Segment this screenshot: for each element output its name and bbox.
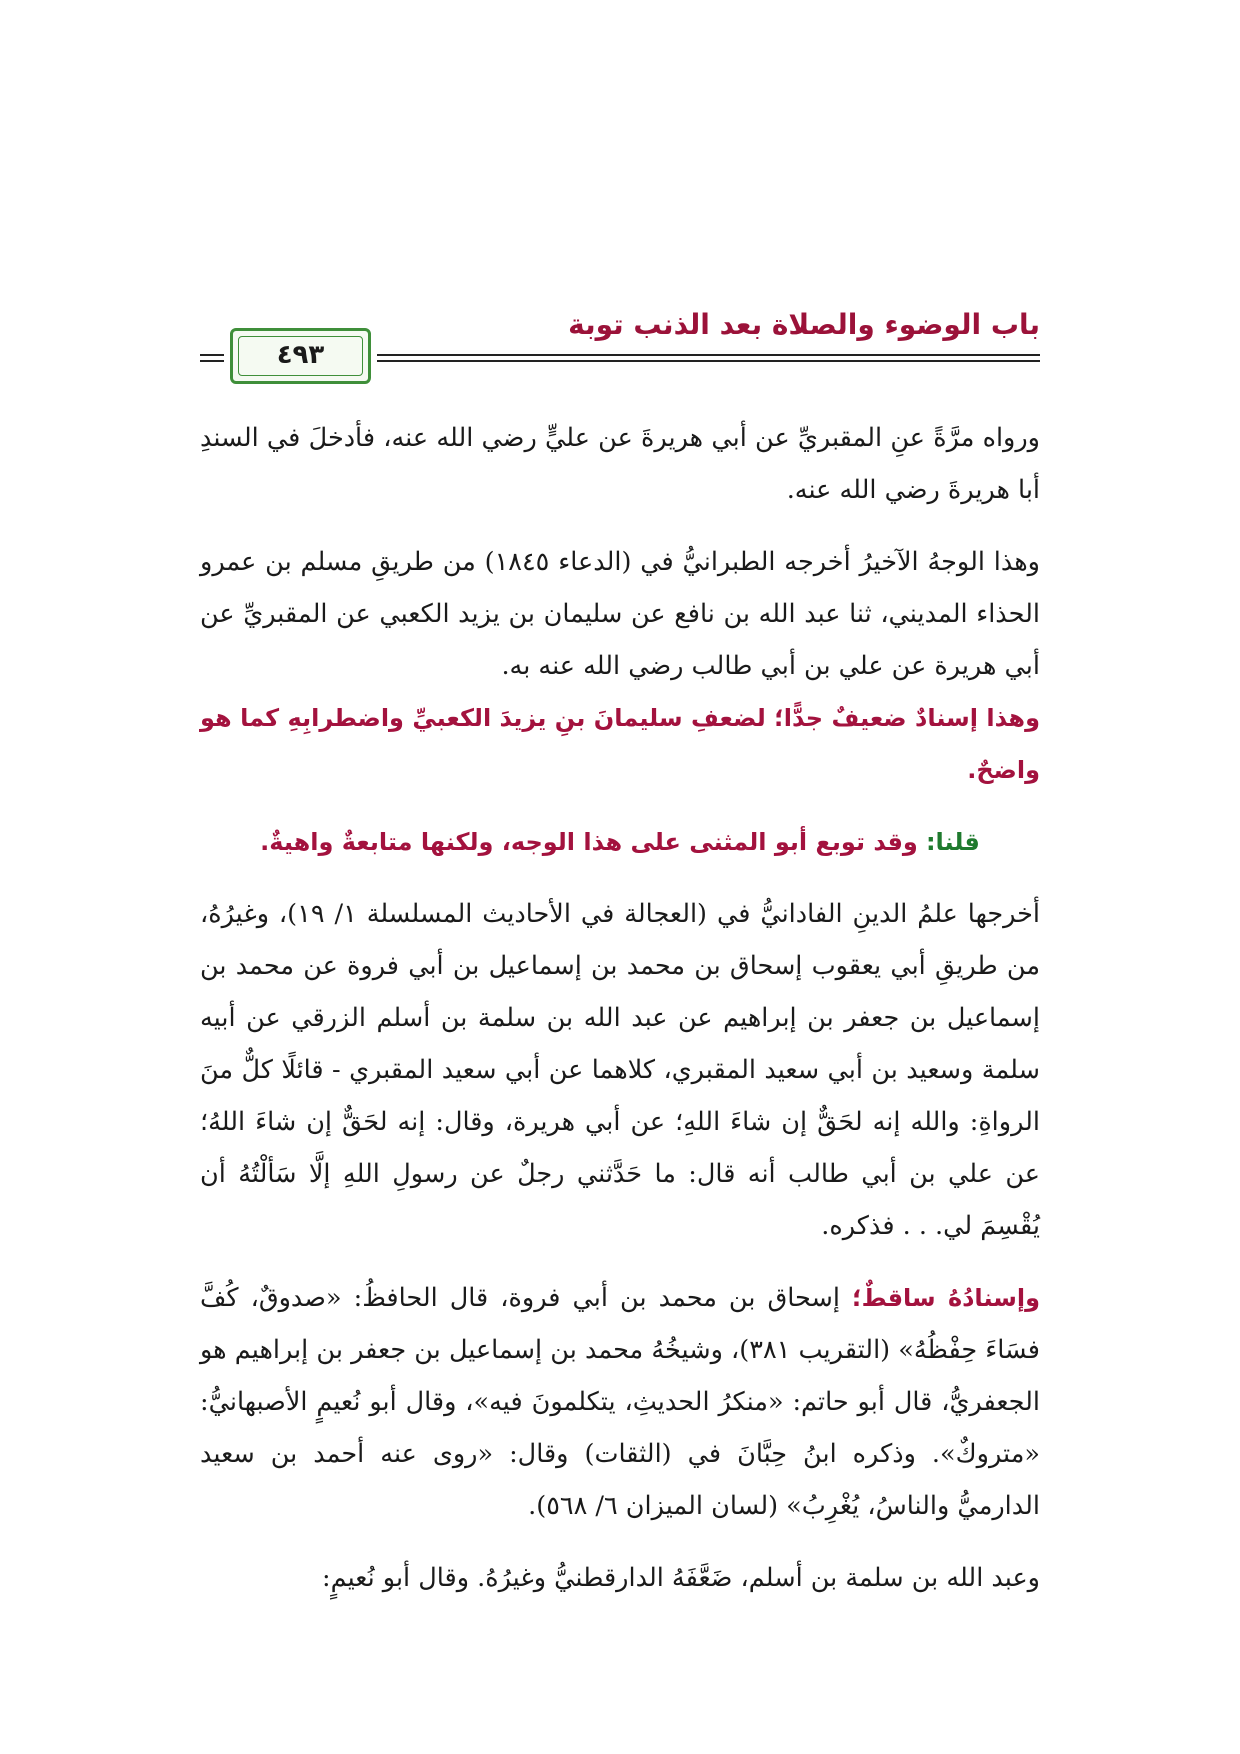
chapter-title: باب الوضوء والصلاة بعد الذنب توبة <box>568 308 1040 341</box>
paragraph: وعبد الله بن سلمة بن أسلم، ضَعَّفَهُ الدارقطنيُّ وغيرُهُ. وقال أبو نُعيمٍ: <box>322 1563 1040 1593</box>
paragraph: وهذا الوجهُ الآخيرُ أخرجه الطبرانيُّ في (الدعاء ١٨٤٥) من طريقِ مسلم بن عمرو الحذاء المديني، ثنا عبد الله بن نافع عن سليمان بن يزيد الكعبي عن المقبريِّ عن أبي هريرة عن علي بن أبي طالب رضي الله عنه به. <box>200 547 1040 681</box>
header-rule <box>377 354 1040 356</box>
verdict-paragraph: وهذا إسنادٌ ضعيفٌ جدًّا؛ لضعفِ سليمانَ بنِ يزيدَ الكعبيِّ واضطرابِهِ كما هو واضحٌ. <box>200 704 1040 784</box>
paragraph-text: إسحاق بن محمد بن أبي فروة، قال الحافظُ: «صدوقٌ، كُفَّ فسَاءَ حِفْظُهُ» (التقريب ٣٨١)، وشيخُهُ محمد بن إسماعيل بن جعفر بن إبراهيم هو الجعفريُّ، قال أبو حاتم: «منكرُ الحديثِ، يتكلمونَ فيه»، وقال أبو نُعيمٍ الأصبهانيُّ: «متروكٌ». وذكره ابنُ حِبَّانَ في (الثقات) وقال: «روى عنه أحمد بن سعيد الدارميُّ والناسُ، يُغْرِبُ» (لسان الميزان ٦/ ٥٦٨). <box>200 1283 1040 1521</box>
note-text: وقد توبع أبو المثنى على هذا الوجه، ولكنها متابعةٌ واهيةٌ. <box>260 828 918 856</box>
paragraph: أخرجها علمُ الدينِ الفادانيُّ في (العجالة في الأحاديث المسلسلة ١/ ١٩)، وغيرُهُ، من طريقِ أبي يعقوب إسحاق بن محمد بن إسماعيل بن أبي فروة عن محمد بن إسماعيل بن جعفر بن إبراهيم عن عبد الله بن سلمة بن أسلم الزرقي عن أبيه سلمة وسعيد بن أبي سعيد المقبري، كلاهما عن أبي سعيد المقبري - قائلًا كلٌّ منَ الرواةِ: والله إنه لحَقٌّ إن شاءَ اللهِ؛ عن أبي هريرة، وقال: إنه لحَقٌّ إن شاءَ اللهُ؛ عن علي بن أبي طالب أنه قال: ما حَدَّثني رجلٌ عن رسولِ اللهِ إلَّا سَألْتُهُ أن يُقْسِمَ لي. . . فذكره. <box>200 899 1041 1241</box>
paragraph: ورواه مرَّةً عنِ المقبريِّ عن أبي هريرةَ عن عليٍّ رضي الله عنه، فأدخلَ في السندِ أبا هريرةَ رضي الله عنه. <box>200 423 1040 505</box>
header-rule <box>200 360 224 362</box>
page-number: ٤٩٣ <box>276 340 325 370</box>
paragraph <box>200 1272 1040 1532</box>
page-header <box>200 300 1040 380</box>
header-rule <box>200 354 224 356</box>
note-label: قلنا: <box>925 828 980 856</box>
note-paragraph <box>200 816 1040 868</box>
page-body <box>200 412 1040 1604</box>
verdict-label: وإسنادُهُ ساقطٌ؛ <box>852 1284 1040 1312</box>
header-rule <box>377 360 1040 362</box>
page-number-badge <box>230 328 371 384</box>
